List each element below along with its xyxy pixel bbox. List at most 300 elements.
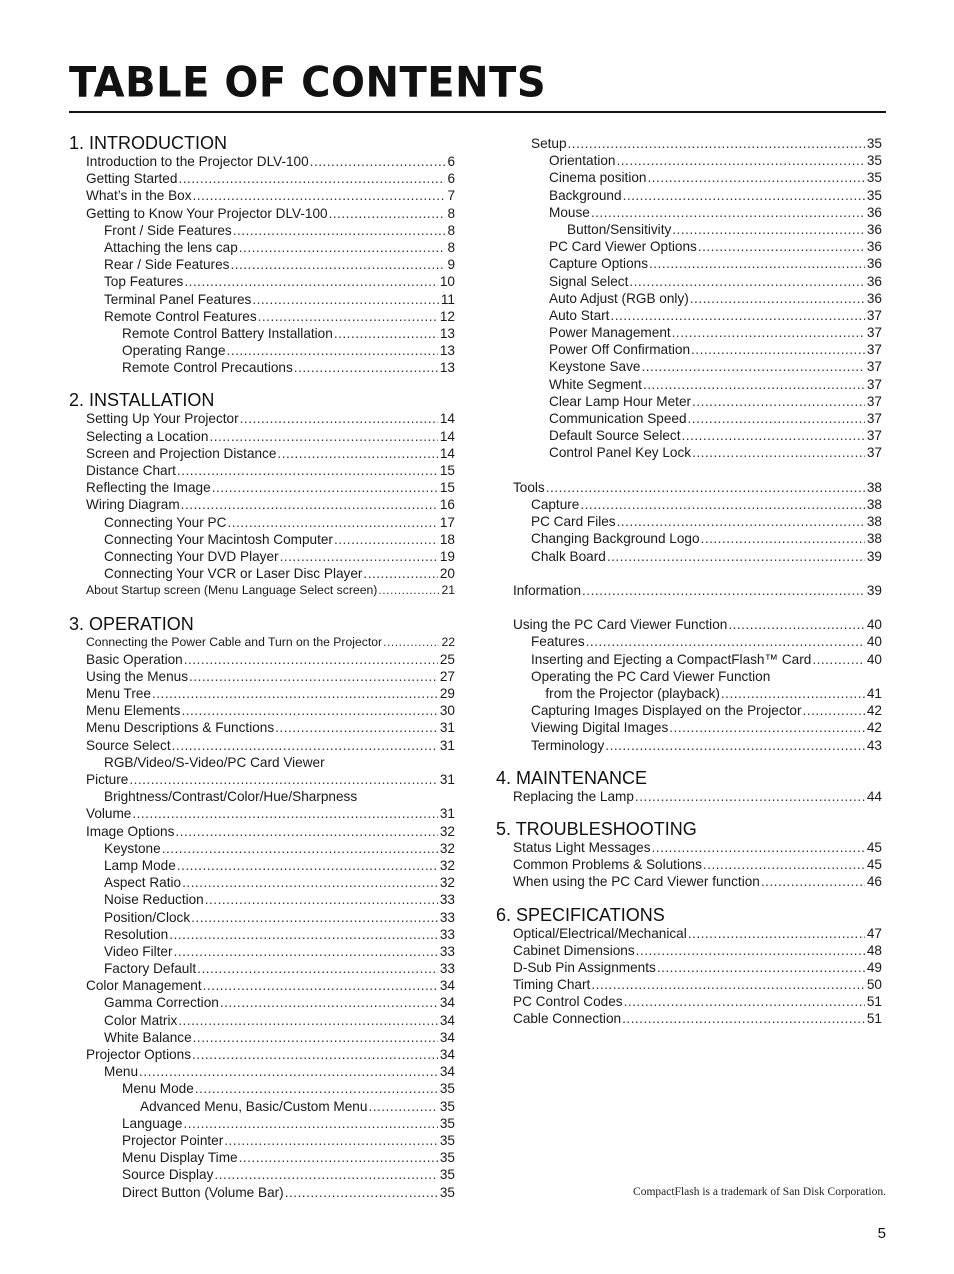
dot-leader — [230, 256, 445, 273]
dot-leader — [139, 1063, 438, 1080]
toc-entry-page: 39 — [866, 582, 882, 598]
toc-entry-title: Connecting Your Macintosh Computer — [104, 531, 333, 547]
toc-entry-title: Optical/Electrical/Mechanical — [513, 925, 687, 941]
dot-leader — [703, 856, 865, 873]
toc-entry-auto-adjust-rgb-only[interactable] — [496, 290, 882, 307]
toc-entry-getting-to-know-your-projector-dlv-100[interactable] — [69, 205, 455, 222]
dot-leader — [177, 462, 438, 479]
toc-entry-menu-elements[interactable] — [69, 702, 455, 719]
toc-entry-title: Factory Default — [104, 961, 197, 977]
toc-entry-page: 32 — [439, 875, 455, 891]
toc-entry-default-source-select[interactable] — [496, 427, 882, 444]
dot-leader — [162, 840, 438, 857]
toc-entry-title: Menu Tree — [86, 686, 151, 702]
toc-entry-page: 51 — [866, 994, 882, 1010]
toc-entry-noise-reduction[interactable] — [69, 891, 455, 908]
toc-entry-viewing-digital-images[interactable] — [496, 719, 882, 736]
toc-entry-page: 13 — [439, 343, 455, 359]
group-spacer — [496, 599, 882, 616]
dot-leader — [681, 427, 864, 444]
toc-entry-from-the-projector-playback[interactable] — [496, 685, 882, 702]
toc-entry-lamp-mode[interactable] — [69, 857, 455, 874]
toc-entry-status-light-messages[interactable] — [496, 839, 882, 856]
toc-entry-title: Using the PC Card Viewer Function — [513, 617, 728, 633]
toc-entry-page: 36 — [866, 273, 882, 289]
dot-leader — [277, 445, 437, 462]
page-number: 5 — [877, 1225, 886, 1242]
toc-entry-title: Capture — [531, 496, 580, 512]
toc-entry-orientation[interactable] — [496, 152, 882, 169]
toc-entry-tools[interactable] — [496, 479, 882, 496]
toc-entry-title: Gamma Correction — [104, 995, 219, 1011]
toc-entry-title: Getting to Know Your Projector DLV-100 — [86, 205, 328, 221]
dot-leader — [582, 582, 865, 599]
toc-entry-screen-and-projection-distance[interactable] — [69, 445, 455, 462]
toc-entry-projector-options[interactable] — [69, 1046, 455, 1063]
toc-entry-page: 37 — [866, 428, 882, 444]
toc-entry-page: 34 — [439, 1012, 455, 1028]
toc-entry-cable-connection[interactable] — [496, 1010, 882, 1027]
dot-leader — [383, 634, 439, 651]
dot-leader — [672, 221, 865, 238]
toc-entry-menu-mode[interactable] — [69, 1080, 455, 1097]
dot-leader — [568, 135, 865, 152]
toc-entry-page: 33 — [439, 892, 455, 908]
toc-entry-title: Keystone — [104, 840, 161, 856]
toc-entry-page: 38 — [866, 531, 882, 547]
toc-entry-terminal-panel-features[interactable] — [69, 291, 455, 308]
dot-leader — [193, 187, 446, 204]
dot-leader — [280, 548, 438, 565]
toc-entry-page: 14 — [439, 411, 455, 427]
toc-entry-control-panel-key-lock[interactable] — [496, 444, 882, 461]
dot-leader — [586, 633, 865, 650]
toc-entry-title: Menu Mode — [122, 1081, 194, 1097]
toc-entry-timing-chart[interactable] — [496, 976, 882, 993]
toc-entry-title: Capture Options — [549, 256, 648, 272]
section-spacer — [496, 754, 882, 768]
toc-entry-d-sub-pin-assignments[interactable] — [496, 959, 882, 976]
section-spacer — [496, 805, 882, 819]
toc-entry-common-problems-solutions[interactable] — [496, 856, 882, 873]
toc-entry-page: 33 — [439, 909, 455, 925]
toc-entry-remote-control-features[interactable] — [69, 308, 455, 325]
section-heading-5-troubleshooting: 5. TROUBLESHOOTING — [496, 818, 697, 839]
toc-entry-video-filter[interactable] — [69, 943, 455, 960]
toc-entry-page: 45 — [866, 857, 882, 873]
toc-entry-page: 15 — [439, 463, 455, 478]
toc-entry-rear-side-features[interactable] — [69, 256, 455, 273]
toc-entry-page: 8 — [447, 222, 455, 238]
toc-entry-top-features[interactable] — [69, 273, 455, 290]
toc-entry-title: Inserting and Ejecting a CompactFlash™ Card — [531, 651, 812, 667]
dot-leader — [275, 719, 438, 736]
section-spacer — [496, 891, 882, 905]
dot-leader — [181, 702, 437, 719]
toc-entry-page: 45 — [866, 839, 882, 855]
toc-entry-title: Orientation — [549, 153, 616, 169]
dot-leader — [647, 169, 864, 186]
section-heading-1-introduction: 1. INTRODUCTION — [69, 133, 228, 153]
toc-entry-attaching-the-lens-cap[interactable] — [69, 239, 455, 256]
toc-entry-basic-operation[interactable] — [69, 651, 455, 668]
toc-entry-source-display[interactable] — [69, 1166, 455, 1183]
toc-entry-page: 36 — [866, 256, 882, 272]
dot-leader — [285, 1184, 438, 1201]
section-heading-3-operation: 3. OPERATION — [69, 613, 194, 634]
toc-entry-title: Viewing Digital Images — [531, 720, 669, 736]
toc-entry-connecting-your-pc[interactable] — [69, 514, 455, 531]
toc-entry-page: 42 — [866, 720, 882, 736]
dot-leader — [169, 926, 438, 943]
toc-entry-menu[interactable] — [69, 1063, 455, 1080]
toc-entry-pc-card-viewer-options[interactable] — [496, 238, 882, 255]
toc-entry-color-management[interactable] — [69, 977, 455, 994]
dot-leader — [240, 410, 438, 427]
toc-entry-title: Advanced Menu, Basic/Custom Menu — [140, 1098, 368, 1114]
toc-entry-replacing-the-lamp[interactable] — [496, 788, 882, 805]
dot-leader — [803, 702, 865, 719]
toc-entry-volume[interactable] — [69, 805, 455, 822]
toc-entry-white-balance[interactable] — [69, 1029, 455, 1046]
dot-leader — [189, 668, 438, 685]
dot-leader — [652, 839, 865, 856]
toc-entry-title: Menu Descriptions & Functions — [86, 720, 275, 736]
dot-leader — [129, 771, 438, 788]
toc-entry-page: 33 — [439, 943, 455, 959]
toc-entry-optical-electrical-mechanical[interactable] — [496, 925, 882, 942]
toc-entry-title: Tools — [513, 479, 545, 495]
toc-entry-brightness-contrast-color-hue-sharpness[interactable] — [69, 788, 455, 805]
toc-entry-operating-range[interactable] — [69, 342, 455, 359]
toc-entry-title: Common Problems & Solutions — [513, 857, 702, 873]
toc-entry-page: 37 — [866, 445, 882, 461]
dot-leader — [698, 238, 865, 255]
toc-entry-capture[interactable] — [496, 496, 882, 513]
toc-entry-when-using-the-pc-card-viewer-function[interactable] — [496, 873, 882, 890]
dot-leader — [688, 925, 865, 942]
trademark-footnote: CompactFlash is a trademark of San Disk Corporation. — [633, 1186, 886, 1198]
toc-entry-title: Color Management — [86, 978, 202, 994]
dot-leader — [617, 152, 865, 169]
dot-leader — [252, 291, 439, 308]
toc-entry-title: from the Projector (playback) — [545, 686, 720, 701]
toc-entry-advanced-menu-basic-custom-menu[interactable] — [69, 1098, 455, 1115]
dot-leader — [197, 960, 438, 977]
toc-entry-menu-tree[interactable] — [69, 685, 455, 702]
toc-entry-inserting-and-ejecting-a-compactflash-card[interactable] — [496, 651, 882, 668]
toc-entry-title: Top Features — [104, 274, 184, 290]
toc-entry-title: Position/Clock — [104, 909, 191, 925]
toc-entry-page: 38 — [866, 496, 882, 512]
toc-entry-page: 49 — [866, 959, 882, 975]
toc-entry-front-side-features[interactable] — [69, 222, 455, 239]
toc-entry-mouse[interactable] — [496, 204, 882, 221]
toc-entry-clear-lamp-hour-meter[interactable] — [496, 393, 882, 410]
toc-entry-page: 35 — [439, 1150, 455, 1166]
toc-entry-pc-card-files[interactable] — [496, 513, 882, 530]
toc-entry-page: 35 — [439, 1098, 455, 1114]
dot-leader — [191, 909, 438, 926]
toc-entry-title: When using the PC Card Viewer function — [513, 874, 760, 890]
toc-entry-title: Remote Control Features — [104, 308, 257, 324]
toc-entry-title: Remote Control Battery Installation — [122, 325, 333, 341]
dot-leader — [334, 325, 438, 342]
toc-entry-page: 18 — [439, 531, 455, 547]
dot-leader — [239, 239, 446, 256]
toc-entry-menu-display-time[interactable] — [69, 1149, 455, 1166]
toc-entry-page: 12 — [439, 308, 455, 324]
toc-entry-page: 22 — [441, 634, 455, 649]
toc-entry-page: 35 — [439, 1132, 455, 1148]
toc-entry-remote-control-battery-installation[interactable] — [69, 325, 455, 342]
toc-entry-title: Connecting the Power Cable and Turn on the Projector — [86, 634, 383, 649]
toc-entry-connecting-the-power-cable-and-turn-on-the-proje[interactable] — [69, 634, 455, 651]
toc-entry-picture[interactable] — [69, 771, 455, 788]
toc-entry-setup[interactable] — [496, 135, 882, 152]
toc-entry-page: 34 — [439, 995, 455, 1011]
toc-entry-title: Connecting Your DVD Player — [104, 548, 279, 564]
toc-entry-source-select[interactable] — [69, 737, 455, 754]
section-heading-4-maintenance: 4. MAINTENANCE — [496, 767, 648, 788]
toc-entry-title: Background — [549, 187, 622, 203]
toc-entry-getting-started[interactable] — [69, 170, 455, 187]
toc-entry-connecting-your-macintosh-computer[interactable] — [69, 531, 455, 548]
dot-leader — [701, 530, 865, 547]
toc-entry-title: Front / Side Features — [104, 222, 232, 238]
toc-entry-selecting-a-location[interactable] — [69, 428, 455, 445]
dot-leader — [580, 496, 865, 513]
dot-leader — [172, 737, 438, 754]
toc-entry-page: 40 — [866, 651, 882, 667]
toc-entry-setting-up-your-projector[interactable] — [69, 410, 455, 427]
toc-entry-what-s-in-the-box[interactable] — [69, 187, 455, 204]
toc-entry-page: 37 — [866, 411, 882, 426]
toc-entry-title: Timing Chart — [513, 977, 591, 993]
dot-leader — [224, 1132, 438, 1149]
toc-entry-background[interactable] — [496, 187, 882, 204]
toc-entry-page: 44 — [866, 788, 882, 804]
section-heading-2-installation: 2. INSTALLATION — [69, 390, 215, 411]
toc-entry-title: Replacing the Lamp — [513, 788, 634, 804]
toc-entry-language[interactable] — [69, 1115, 455, 1132]
toc-entry-button-sensitivity[interactable] — [496, 221, 882, 238]
toc-entry-title: Attaching the lens cap — [104, 239, 238, 255]
toc-entry-title: Brightness/Contrast/Color/Hue/Sharpness — [104, 789, 358, 805]
toc-entry-connecting-your-vcr-or-laser-disc-player[interactable] — [69, 565, 455, 582]
toc-entry-signal-select[interactable] — [496, 273, 882, 290]
toc-entry-keystone-save[interactable] — [496, 358, 882, 375]
dot-leader — [258, 308, 438, 325]
dot-leader — [368, 1098, 437, 1115]
toc-entry-title: Chalk Board — [531, 548, 606, 564]
dot-leader — [761, 873, 865, 890]
toc-entry-page: 30 — [439, 703, 455, 719]
dot-leader — [294, 359, 438, 376]
toc-entry-title: Noise Reduction — [104, 892, 204, 908]
toc-entry-title: Setting Up Your Projector — [86, 411, 239, 427]
toc-entry-chalk-board[interactable] — [496, 548, 882, 565]
toc-entry-title: Volume — [86, 806, 132, 822]
toc-entry-title: Terminology — [531, 737, 605, 753]
toc-entry-capturing-images-displayed-on-the-projector[interactable] — [496, 702, 882, 719]
toc-entry-title: Source Select — [86, 737, 171, 753]
toc-entry-pc-control-codes[interactable] — [496, 993, 882, 1010]
toc-entry-page: 38 — [866, 514, 882, 530]
toc-entry-position-clock[interactable] — [69, 909, 455, 926]
dot-leader — [227, 342, 438, 359]
toc-entry-title: What’s in the Box — [86, 188, 192, 204]
toc-entry-title: Color Matrix — [104, 1012, 178, 1028]
toc-entry-title: Language — [122, 1115, 183, 1131]
toc-entry-title: Information — [513, 582, 582, 598]
toc-entry-introduction-to-the-projector-dlv-100[interactable] — [69, 153, 455, 170]
toc-entry-title: Remote Control Precautions — [122, 360, 293, 376]
toc-entry-resolution[interactable] — [69, 926, 455, 943]
toc-entry-page: 33 — [439, 926, 455, 942]
toc-entry-title: Aspect Ratio — [104, 875, 182, 891]
dot-leader — [657, 959, 865, 976]
toc-entry-information[interactable] — [496, 582, 882, 599]
toc-entry-using-the-menus[interactable] — [69, 668, 455, 685]
dot-leader — [233, 222, 446, 239]
toc-entry-page: 38 — [866, 479, 882, 495]
dot-leader — [152, 685, 438, 702]
toc-entry-title: Basic Operation — [86, 651, 183, 667]
toc-entry-page: 37 — [866, 342, 882, 358]
toc-entry-distance-chart[interactable] — [69, 462, 455, 479]
title-divider — [69, 111, 886, 113]
toc-entry-title: Clear Lamp Hour Meter — [549, 393, 692, 409]
toc-entry-page: 6 — [447, 171, 455, 187]
dot-leader — [181, 496, 438, 513]
dot-leader — [178, 1012, 438, 1029]
toc-entry-title: Capturing Images Displayed on the Projector — [531, 703, 802, 719]
toc-entry-title: Image Options — [86, 823, 175, 839]
toc-entry-page: 40 — [866, 617, 882, 633]
toc-entry-page: 51 — [866, 1011, 882, 1027]
toc-entry-page: 35 — [866, 153, 882, 169]
toc-entry-wiring-diagram[interactable] — [69, 496, 455, 513]
toc-entry-features[interactable] — [496, 633, 882, 650]
toc-entry-page: 40 — [866, 634, 882, 650]
toc-entry-color-matrix[interactable] — [69, 1012, 455, 1029]
toc-entry-power-management[interactable] — [496, 324, 882, 341]
toc-entry-page: 50 — [866, 977, 882, 993]
toc-entry-title: Rear / Side Features — [104, 257, 230, 273]
toc-entry-page: 14 — [439, 445, 455, 461]
toc-entry-white-segment[interactable] — [496, 376, 882, 393]
dot-leader — [212, 479, 438, 496]
toc-entry-title: Menu — [104, 1064, 139, 1080]
section-spacer — [69, 376, 455, 390]
dot-leader — [175, 823, 437, 840]
toc-entry-page: 11 — [440, 291, 455, 307]
toc-entry-projector-pointer[interactable] — [69, 1132, 455, 1149]
toc-entry-menu-descriptions-functions[interactable] — [69, 719, 455, 736]
toc-entry-title: PC Control Codes — [513, 994, 623, 1010]
toc-entry-page: 34 — [439, 1047, 455, 1062]
toc-entry-page: 31 — [439, 772, 455, 787]
toc-entry-image-options[interactable] — [69, 823, 455, 840]
toc-entry-page: 7 — [447, 188, 455, 204]
toc-entry-page: 31 — [439, 720, 455, 736]
toc-entry-keystone[interactable] — [69, 840, 455, 857]
toc-entry-title: Cabinet Dimensions — [513, 942, 635, 958]
dot-leader — [635, 788, 865, 805]
toc-entry-rgb-video-s-video-pc-card-viewer[interactable] — [69, 754, 455, 771]
toc-entry-page: 35 — [439, 1081, 455, 1097]
toc-entry-aspect-ratio[interactable] — [69, 874, 455, 891]
dot-leader — [591, 204, 865, 221]
toc-entry-page: 21 — [441, 583, 455, 598]
toc-entry-title: Changing Background Logo — [531, 531, 700, 547]
toc-entry-gamma-correction[interactable] — [69, 994, 455, 1011]
toc-entry-connecting-your-dvd-player[interactable] — [69, 548, 455, 565]
group-spacer — [496, 565, 882, 582]
toc-entry-page: 34 — [439, 978, 455, 994]
dot-leader — [692, 393, 865, 410]
toc-entry-page: 46 — [866, 874, 882, 890]
toc-entry-page: 43 — [866, 737, 882, 753]
toc-entry-title: Communication Speed — [549, 411, 687, 426]
toc-entry-changing-background-logo[interactable] — [496, 530, 882, 547]
toc-entry-page: 35 — [866, 187, 882, 203]
toc-entry-using-the-pc-card-viewer-function[interactable] — [496, 616, 882, 633]
dot-leader — [214, 1166, 437, 1183]
toc-entry-page: 13 — [439, 325, 455, 341]
toc-entry-page: 31 — [439, 806, 455, 822]
toc-entry-page: 37 — [866, 376, 882, 392]
toc-entry-communication-speed[interactable] — [496, 410, 882, 427]
toc-entry-direct-button-volume-bar[interactable] — [69, 1184, 455, 1201]
toc-entry-page: 34 — [439, 1064, 455, 1080]
toc-entry-about-startup-screen-menu-language-select-screen[interactable] — [69, 582, 455, 599]
toc-entry-title: Features — [531, 634, 585, 650]
toc-entry-title: Auto Adjust (RGB only) — [549, 290, 689, 306]
toc-entry-page: 17 — [439, 514, 455, 530]
toc-entry-cabinet-dimensions[interactable] — [496, 942, 882, 959]
dot-leader — [195, 1080, 438, 1097]
toc-entry-terminology[interactable] — [496, 737, 882, 754]
toc-entry-page: 33 — [439, 961, 455, 977]
toc-entry-factory-default[interactable] — [69, 960, 455, 977]
toc-entry-operating-the-pc-card-viewer-function[interactable] — [496, 668, 882, 685]
toc-entry-remote-control-precautions[interactable] — [69, 359, 455, 376]
toc-entry-page: 10 — [439, 274, 455, 290]
dot-leader — [643, 376, 865, 393]
toc-entry-page: 36 — [866, 204, 882, 220]
dot-leader — [209, 428, 437, 445]
toc-entry-title: PC Card Viewer Options — [549, 239, 697, 255]
toc-entry-reflecting-the-image[interactable] — [69, 479, 455, 496]
toc-entry-title: Projector Pointer — [122, 1132, 224, 1148]
toc-entry-page: 25 — [439, 651, 455, 667]
toc-entry-power-off-confirmation[interactable] — [496, 341, 882, 358]
toc-entry-auto-start[interactable] — [496, 307, 882, 324]
toc-entry-title: Using the Menus — [86, 668, 189, 684]
toc-entry-cinema-position[interactable] — [496, 169, 882, 186]
toc-entry-page: 35 — [439, 1167, 455, 1183]
dot-leader — [622, 1010, 865, 1027]
toc-entry-page: 37 — [866, 393, 882, 409]
toc-entry-title: Control Panel Key Lock — [549, 445, 692, 461]
dot-leader — [605, 737, 865, 754]
toc-entry-title: Status Light Messages — [513, 839, 651, 855]
dot-leader — [688, 410, 865, 427]
toc-entry-capture-options[interactable] — [496, 255, 882, 272]
dot-leader — [672, 324, 865, 341]
